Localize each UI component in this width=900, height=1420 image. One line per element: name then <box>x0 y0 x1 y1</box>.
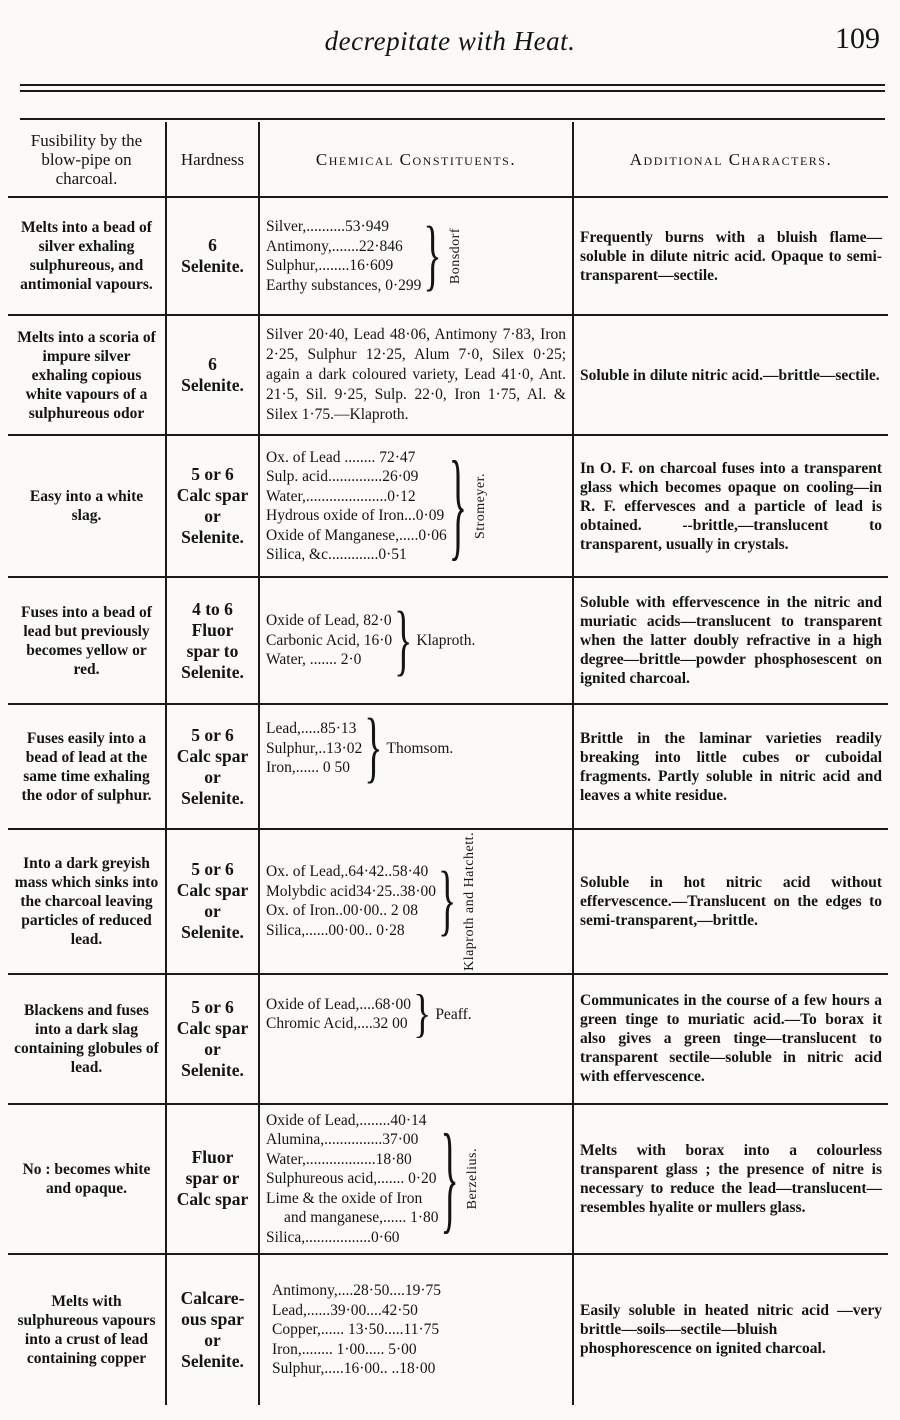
constituent: Earthy substances, 0·299 <box>266 276 422 294</box>
table-row <box>8 974 888 1104</box>
fusibility-cell: Blackens and fuses into a dark slag containing globules of lead. <box>8 974 166 1104</box>
page-number: 109 <box>835 22 880 55</box>
constituent: Molybdic acid34·25..38·00 <box>266 882 437 900</box>
running-title: decrepitate with Heat. <box>324 26 576 56</box>
hardness-cell <box>166 577 259 704</box>
constituent: Sulphur,.....16·00.. ..18·00 <box>272 1360 436 1378</box>
constituent: Iron,...... 0 50 <box>266 759 350 776</box>
constituent: Silica,.................0·60 <box>266 1228 400 1246</box>
constituent: Sulphureous acid,....... 0·20 <box>266 1170 437 1188</box>
hardness-line: Selenite. <box>181 527 244 547</box>
table-header-row <box>8 122 888 197</box>
hardness-line: Calc spar <box>176 880 249 901</box>
hardness-line: spar or <box>185 1168 240 1189</box>
hardness-line: Fluor <box>191 619 234 640</box>
hardness-cell <box>166 1254 259 1405</box>
fusibility-cell: Melts into a scoria of impure silver exhaling copious white vapours of a sulphureous odor <box>8 315 166 435</box>
hardness-line: 5 or 6 <box>191 859 234 880</box>
constituents-cell <box>259 704 573 829</box>
hardness-line: Fluor <box>191 1147 234 1168</box>
hardness-cell <box>166 197 259 315</box>
additional-cell: In O. F. on charcoal fuses into a transparent glass which becomes opaque on cooling—in R. F. effervesces and a particle of lead is obtained. --brittle,—translucent to transparent, usually in crystals. <box>573 435 888 577</box>
column-header-chemical-constituents: Chemical Constituents. <box>259 122 573 197</box>
fusibility-cell: Melts with sulphureous vapours into a crust of lead containing copper <box>17 1292 156 1367</box>
fusibility-cell: No : becomes white and opaque. <box>8 1104 166 1254</box>
hardness-line: 6 <box>208 235 217 255</box>
brace: } <box>394 596 413 685</box>
constituent: Silica,......00·00.. 0·28 <box>266 921 405 939</box>
constituent: Ox. of Lead,.64·42..58·40 <box>266 863 429 881</box>
constituent: Sulphur,..13·02 <box>266 739 363 757</box>
additional-cell: Melts with borax into a colourless transparent glass ; the presence of nitre is necessary to reduce the lead—translucent—resembles hyalite or mullers glass. <box>573 1104 888 1254</box>
fusibility-cell: Easy into a white slag. <box>8 435 166 577</box>
hardness-line: Calc spar <box>176 1189 249 1210</box>
constituents-cell <box>259 1254 573 1405</box>
constituent: Water, ....... 2·0 <box>266 651 362 669</box>
table-row <box>8 829 888 974</box>
constituent: Ox. of Lead ........ 72·47 <box>266 448 416 466</box>
additional-cell: Soluble in hot nitric acid without effervescence.—Translucent on the edges to semi-transparent,—brittle. <box>573 829 888 974</box>
hardness-cell <box>166 704 259 829</box>
constituent: Oxide of Lead, 82·0 <box>266 612 392 630</box>
constituent: Water,.....................0·12 <box>266 487 416 505</box>
authority: Peaff. <box>435 1005 472 1023</box>
constituent: Copper,...... 13·50.....11·75 <box>272 1321 440 1339</box>
additional-cell: Soluble in dilute nitric acid.—brittle—sectile. <box>573 315 888 435</box>
header-rule-bottom <box>20 118 885 120</box>
constituent: Lime & the oxide of Iron <box>266 1189 423 1207</box>
constituent: Hydrous oxide of Iron...0·09 <box>266 507 445 524</box>
constituents-cell <box>259 197 573 315</box>
hardness-cell <box>166 829 259 974</box>
hardness-line: or <box>204 1038 221 1059</box>
constituents-cell <box>259 577 573 704</box>
hardness-line: Calcare- <box>180 1287 245 1308</box>
fusibility-cell: Melts into a bead of silver exhaling sulphureous, and antimonial vapours. <box>8 197 166 315</box>
table-row <box>8 704 888 829</box>
brace: } <box>413 985 432 1044</box>
authority: Berzelius. <box>464 1148 480 1210</box>
brace: } <box>364 704 383 793</box>
constituent: Oxide of Manganese,.....0·06 <box>266 526 447 544</box>
fusibility-cell: Into a dark greyish mass which sinks into the charcoal leaving particles of reduced lead. <box>8 829 166 974</box>
table-row <box>8 197 888 315</box>
constituent: Ox. of Iron..00·00.. 2 08 <box>266 902 418 920</box>
hardness-line: Calc spar <box>176 745 249 766</box>
hardness-line: Selenite. <box>181 1350 244 1371</box>
hardness-line: Calc spar <box>176 1017 249 1038</box>
hardness-line: Calc spar <box>176 485 249 505</box>
constituents-cell <box>259 974 573 1104</box>
constituent: Carbonic Acid, 16·0 <box>266 631 393 649</box>
constituent: Oxide of Lead,....68·00 <box>266 995 412 1013</box>
hardness-cell <box>166 315 259 435</box>
table-row <box>8 315 888 435</box>
hardness-line: Selenite. <box>181 1059 244 1080</box>
constituent: Silica, &c.............0·51 <box>266 546 407 563</box>
running-head <box>0 22 900 62</box>
mineral-table <box>8 122 888 1405</box>
additional-cell: Soluble with effervescence in the nitric and muriatic acids—translucent to transparent when the latter doubly refractive in a high degree—brittle—powder phosphosescent on ignited charcoal. <box>573 577 888 704</box>
constituent: Sulphur,........16·609 <box>266 257 394 274</box>
constituents-cell <box>259 435 573 577</box>
fusibility-cell: Fuses into a bead of lead but previously becomes yellow or red. <box>8 577 166 704</box>
constituent: Antimony,....28·50....19·75 <box>272 1282 442 1300</box>
column-header-fusibility: Fusibility by the blow-pipe on charcoal. <box>8 122 166 197</box>
table-row <box>8 1104 888 1254</box>
constituents-text: Silver 20·40, Lead 48·06, Antimony 7·83, Iron 2·25, Sulphur 12·25, Alum 7·0, Silex 0·25; again a dark coloured variety, Lead 41·0, Ant. 21·5, Sil. 9·25, Sulp. 22·0, Iron 1·75, Al. & Silex 1·75.—Klaproth. <box>266 326 566 423</box>
constituent: Lead,.....85·13 <box>266 720 357 737</box>
additional-cell: Frequently burns with a bluish flame—soluble in dilute nitric acid. Opaque to semi-transparent—sectile. <box>573 197 888 315</box>
constituent: Silver,..........53·949 <box>266 218 389 235</box>
hardness-cell <box>166 974 259 1104</box>
authority: Stromeyer. <box>473 472 489 540</box>
hardness-line: 6 <box>208 354 217 374</box>
constituent: Chromic Acid,....32 00 <box>266 1015 408 1033</box>
authority: Klaproth. <box>416 631 476 649</box>
brace: } <box>438 857 457 946</box>
hardness-line: or <box>204 506 221 526</box>
brace: } <box>440 1111 459 1247</box>
brace: } <box>448 438 468 574</box>
hardness-line: 5 or 6 <box>191 724 234 745</box>
additional-cell: Brittle in the laminar varieties readily breaking into little cubes or cuboidal fragments. Partly soluble in nitric acid and leaves a white residue. <box>573 704 888 829</box>
constituent: Oxide of Lead,........40·14 <box>266 1111 427 1129</box>
authority: Thomsom. <box>386 739 454 757</box>
additional-cell: Easily soluble in heated nitric acid —very brittle—soils—sectile—bluish phosphorescence on ignited charcoal. <box>573 1254 888 1405</box>
hardness-line: or <box>204 766 221 787</box>
hardness-line: Selenite. <box>181 922 244 943</box>
hardness-line: Selenite. <box>181 787 244 808</box>
additional-cell: Communicates in the course of a few hours a green tinge to muriatic acid.—To borax it also gives a green tinge—translucent to transparent sectile—soluble in nitric acid with effervescence. <box>573 974 888 1104</box>
hardness-line: ous spar <box>181 1308 244 1329</box>
constituent: Iron,........ 1·00..... 5·00 <box>272 1340 417 1358</box>
hardness-line: 5 or 6 <box>191 464 234 484</box>
constituents-cell <box>259 829 573 974</box>
constituent: Lead,......39·00....42·50 <box>272 1301 418 1319</box>
hardness-cell <box>166 1104 259 1254</box>
authority: Klaproth and Hatchett. <box>462 832 478 971</box>
constituents-cell <box>259 315 573 435</box>
constituent: Sulp. acid..............26·09 <box>266 468 419 485</box>
header-rule-top <box>20 84 885 86</box>
constituent: and manganese,...... 1·80 <box>284 1209 439 1227</box>
hardness-cell <box>166 435 259 577</box>
table-row <box>8 435 888 577</box>
table-row <box>8 577 888 704</box>
table-row <box>8 1254 888 1405</box>
fusibility-cell: Fuses easily into a bead of lead at the same time exhaling the odor of sulphur. <box>8 704 166 829</box>
column-header-additional-characters: Additional Characters. <box>573 122 888 197</box>
hardness-line: or <box>204 1329 221 1350</box>
hardness-line: Selenite. <box>181 256 244 276</box>
constituents-cell <box>259 1104 573 1254</box>
authority: Bonsdorf <box>447 227 463 285</box>
hardness-line: Selenite. <box>181 661 244 682</box>
constituent: Alumina,...............37·00 <box>266 1131 419 1149</box>
hardness-line: spar to <box>186 640 239 661</box>
hardness-line: 4 to 6 <box>192 598 233 619</box>
constituent: Antimony,.......22·846 <box>266 237 403 255</box>
brace: } <box>423 211 442 301</box>
hardness-line: Selenite. <box>181 375 244 395</box>
constituent: Water,..................18·80 <box>266 1150 412 1168</box>
column-header-hardness: Hardness <box>166 122 259 197</box>
header-rule-middle <box>20 90 885 92</box>
hardness-line: or <box>204 901 221 922</box>
hardness-line: 5 or 6 <box>191 996 234 1017</box>
